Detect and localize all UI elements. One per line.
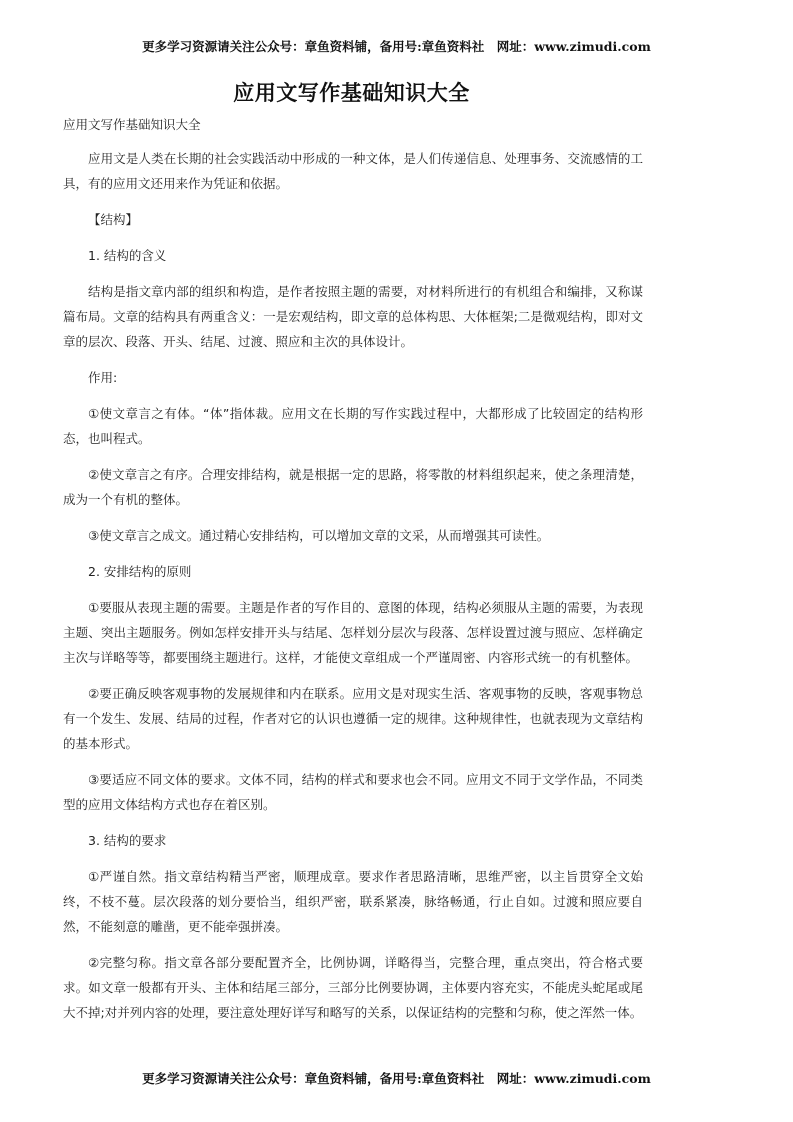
paragraph-structure-definition: 结构是指文章内部的组织和构造，是作者按照主题的需要，对材料所进行的有机组合和编排，又称谋篇布局。文章的结构具有两重含义：一是宏观结构，即文章的总体构思、大体框架;二是微观结构，即对文章的层次、段落、开头、结尾、过渡、照应和主次的具体设计。 [63,284,643,349]
section-heading-structure: 【结构】 [88,212,139,227]
paragraph-principle-1: ①要服从表现主题的需要。主题是作者的写作目的、意图的体现，结构必须服从主题的需要，为表现主题、突出主题服务。例如怎样安排开头与结尾、怎样划分层次与段落、怎样设置过渡与照应、怎样确定主次与详略等等，都要围绕主题进行。这样，才能使文章组成一个严谨周密、内容形式统一的有机整体。 [63,600,643,665]
intro-paragraph: 应用文是人类在长期的社会实践活动中形成的一种文体，是人们传递信息、处理事务、交流感情的工具，有的应用文还用来作为凭证和依据。 [63,151,643,191]
paragraph-principle-3: ③要适应不同文体的要求。文体不同，结构的样式和要求也会不同。应用文不同于文学作品，不同类型的应用文体结构方式也存在着区别。 [63,772,643,812]
subheading-principles: 2. 安排结构的原则 [88,564,192,579]
footer-banner: 更多学习资源请关注公众号：章鱼资料铺，备用号:章鱼资料社 网址：www.zimudi.com [142,1071,651,1086]
header-banner: 更多学习资源请关注公众号：章鱼资料铺，备用号:章鱼资料社 网址：www.zimudi.com [142,39,651,54]
paragraph-function-1: ①使文章言之有体。“体”指体裁。应用文在长期的写作实践过程中，大都形成了比较固定的结构形态，也叫程式。 [63,406,643,446]
document-body [63,146,643,1036]
paragraph-function-2: ②使文章言之有序。合理安排结构，就是根据一定的思路，将零散的材料组织起来，使之条理清楚，成为一个有机的整体。 [63,467,643,507]
subheading-function: 作用: [88,370,118,385]
subheading-meaning: 1. 结构的含义 [88,248,167,263]
paragraph-function-3: ③使文章言之成文。通过精心安排结构，可以增加文章的文采，从而增强其可读性。 [88,528,550,543]
paragraph-principle-2: ②要正确反映客观事物的发展规律和内在联系。应用文是对现实生活、客观事物的反映，客观事物总有一个发生、发展、结局的过程，作者对它的认识也遵循一定的规律。这种规律性，也就表现为文章结构的基本形式。 [63,686,643,751]
subheading-requirements: 3. 结构的要求 [88,833,167,848]
document-subtitle: 应用文写作基础知识大全 [63,117,201,132]
paragraph-requirement-1: ①严谨自然。指文章结构精当严密，顺理成章。要求作者思路清晰，思维严密，以主旨贯穿全文始终，不枝不蔓。层次段落的划分要恰当，组织严密，联系紧凑，脉络畅通，行止自如。过渡和照应要自然，不能刻意的雕凿，更不能牵强拼凑。 [63,869,643,934]
document-title: 应用文写作基础知识大全 [233,81,470,105]
paragraph-requirement-2: ②完整匀称。指文章各部分要配置齐全，比例协调，详略得当，完整合理，重点突出，符合格式要求。如文章一般都有开头、主体和结尾三部分，三部分比例要协调，主体要内容充实，不能虎头蛇尾或尾大不掉;对并列内容的处理，要注意处理好详写和略写的关系，以保证结构的完整和匀称，使之浑然一体。 [63,955,643,1020]
